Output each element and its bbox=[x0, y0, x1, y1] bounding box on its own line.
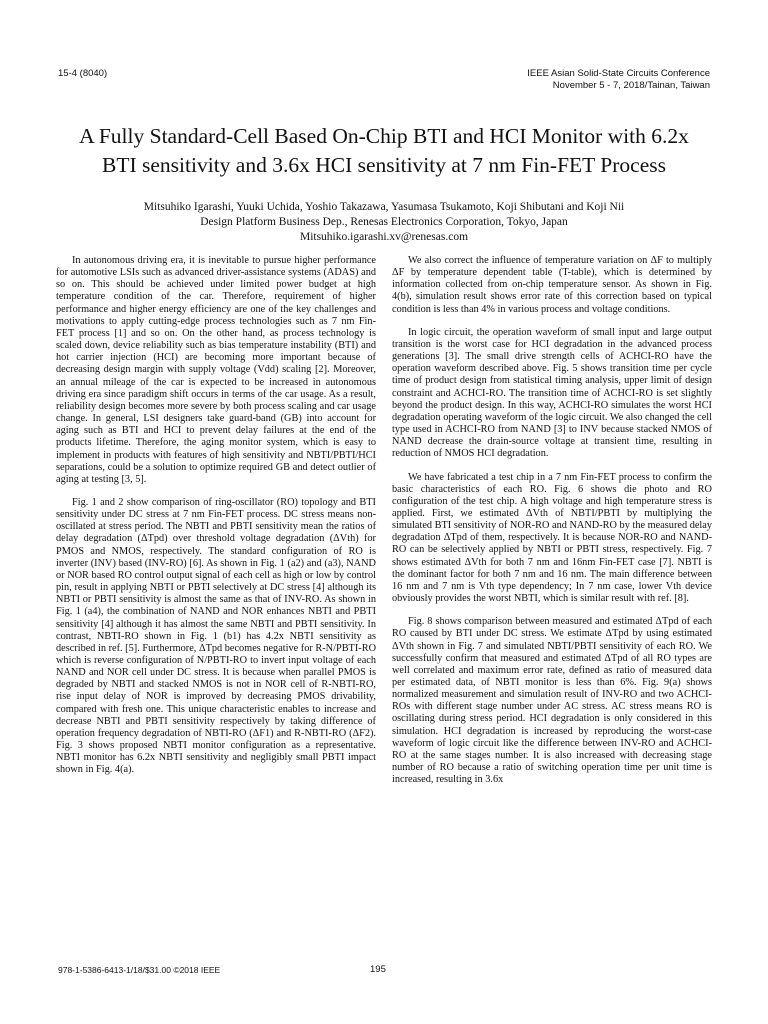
body-column-left bbox=[56, 255, 376, 788]
header-paper-id: 15-4 (8040) bbox=[58, 68, 108, 79]
author-names: Mitsuhiko Igarashi, Yuuki Uchida, Yoshio Takazawa, Yasumasa Tsukamoto, Koji Shibutani and Koji Nii bbox=[143, 201, 625, 213]
body-paragraph: Fig. 1 and 2 show comparison of ring-oscillator (RO) topology and BTI sensitivity under DC stress at 7 nm Fin-FET process. DC stress means non-oscillated at stress period. The NBTI and PBTI sensitivity mean the ratios of delay degradation (ΔTpd) over threshold voltage degradation (ΔVth) for PMOS and NMOS, respectively. The standard configuration of RO is inverter (INV) based (INV-RO) [6]. As shown in Fig. 1 (a2) and (a3), NAND or NOR based RO control output signal of each cell as high or low by control pin, result in applying NBTI or PBTI selectively at DC stress [4] although its NBTI or PBTI sensitivity is almost the same as that of INV-RO. As shown in Fig. 1 (a4), the combination of NAND and NOR enhances NBTI and PBTI sensitivity [4] although it has almost the same NBTI and PBTI sensitivity. In contrast, NBTI-RO shown in Fig. 1 (b1) has 4.2x NBTI sensitivity as described in ref. [5]. Furthermore, ΔTpd becomes negative for R-N/PBTI-RO which is reverse configuration of N/PBTI-RO to invert input voltage of each NAND and NOR cell under DC stress. It is because when parallel PMOS is degraded by NBTI and stacked NMOS is not in NOR cell of R-NBTI-RO, rise input delay of NOR is improved by decreasing PMOS drivability, compared with fresh one. This unique characteristic enables to increase and decrease NBTI and PBTI sensitivity respectively by taking difference of operation frequency degradation of NBTI-RO (ΔF1) and R-NBTI-RO (ΔF2). Fig. 3 shows proposed NBTI monitor configuration as a representative. NBTI monitor has 6.2x NBTI sensitivity and negligibly small PBTI impact shown in Fig. 4(a). bbox=[56, 496, 377, 776]
header-conference-date: November 5 - 7, 2018/Tainan, Taiwan bbox=[552, 80, 710, 91]
body-paragraph: In logic circuit, the operation waveform of small input and large output transition is the worst case for HCI degradation in the advanced process generations [3]. The small drive strength cells of ACHCI-RO have the operation waveform described above. Fig. 5 shows transition time per cycle time of product design from statistical timing analysis, upper limit of design constraint and ACHCI-RO. The transition time of ACHCI-RO is set slightly beyond the product design. In this way, ACHCI-RO simulates the worst HCI degradation operating waveform of the logic circuit. We also changed the cell type used in ACHCI-RO from NAND [3] to INV because stacked NMOS of NAND decrease the drain-source voltage at transient time, resulting in reduction of NMOS HCI degradation. bbox=[392, 326, 712, 460]
body-paragraph: In autonomous driving era, it is inevitable to pursue higher performance for automotive LSIs such as advanced driver-assistance systems (ADAS) and so on. This should be achieved under limited power budget at high temperature condition of the car. Therefore, requirement of higher performance and higher energy efficiency are one of the key challenges and motivations to apply cutting-edge process technologies such as 7 nm Fin-FET process [1] and so on. On the other hand, as process technology is scaled down, device reliability such as bias temperature instability (BTI) and hot carrier injection (HCI) are becoming more important because of decreasing design margin with supply voltage (Vdd) scaling [2]. Moreover, an annual mileage of the car is expected to be increased in autonomous driving era since paradigm shift occurs in terms of the car usage. As a result, reliability design becomes more severe by both process scaling and car usage change. In general, LSI designers take guard-band (GB) into account for aging such as BTI and HCI to prevent delay failures at the end of the products lifetime. Therefore, the aging monitor system, which is easy to implement in products with features of high sensitivity and NBTI/PBTI/HCI separations, could be a solution to optimize required GB and detect outlier of aging at testing [3, 5]. bbox=[56, 255, 376, 485]
author-email: Mitsuhiko.igarashi.xv@renesas.com bbox=[299, 231, 469, 243]
body-paragraph: We have fabricated a test chip in a 7 nm Fin-FET process to confirm the basic characteristics of each RO. Fig. 6 shows die photo and RO configuration of the test chip. A high voltage and high temperature stress is applied. First, we estimated ΔVth of NBTI/PBTI by multiplying the simulated BTI sensitivity of NOR-RO and NAND-RO by the measured delay degradation ΔTpd of them, respectively. It is because NOR-RO and NAND-RO can be selectively applied by NBTI or PBTI stress, respectively. Fig. 7 shows estimated ΔVth for both 7 nm and 16nm Fin-FET case [7]. NBTI is the dominant factor for both 7 nm and 16 nm. The main difference between 16 nm and 7 nm is Vth type dependency; In 7 nm case, lower Vth device obviously provides the worst NBTI, which is similar result with ref. [8]. bbox=[392, 471, 712, 605]
paper-title bbox=[40, 122, 728, 180]
footer-page-number: 195 bbox=[370, 964, 386, 975]
title-line-2: BTI sensitivity and 3.6x HCI sensitivity at 7 nm Fin-FET Process bbox=[102, 153, 666, 177]
header-conference bbox=[527, 68, 710, 92]
author-affiliation: Design Platform Business Dep., Renesas Electronics Corporation, Tokyo, Japan bbox=[200, 216, 568, 228]
footer-copyright: 978-1-5386-6413-1/18/$31.00 ©2018 IEEE bbox=[58, 965, 221, 975]
author-block bbox=[40, 200, 728, 245]
body-paragraph: We also correct the influence of temperature variation on ΔF to multiply ΔF by temperature dependent table (T-table), which is determined by information collected from on-chip temperature sensor. As shown in Fig. 4(b), simulation result shows error rate of this correction based on typical condition is less than 4% in various process and voltage conditions. bbox=[392, 255, 712, 315]
body-column-right bbox=[392, 255, 712, 797]
body-paragraph: Fig. 8 shows comparison between measured and estimated ΔTpd of each RO caused by BTI under DC stress. We estimate ΔTpd by using estimated ΔVth shown in Fig. 7 and simulated NBTI/PBTI sensitivity of each RO. We successfully confirm that measured and estimated ΔTpd of all RO types are well correlated and maximum error rate, defined as ratio of measured data per estimated data, of NBTI monitor is less than 6%. Fig. 9(a) shows normalized measurement and simulation result of INV-RO and two ACHCI-ROs with different stage number under AC stress. AC stress means RO is oscillating during stress period. HCI degradation is only considered in this simulation. HCI degradation is increased by reproducing the worst-case waveform of logic circuit like the difference between INV-RO and ACHCI-RO at the same stages number. It is also increased with decreasing stage number of RO because a ratio of switching operation time per unit time is increased, resulting in 3.6x bbox=[392, 616, 712, 786]
title-line-1: A Fully Standard-Cell Based On-Chip BTI and HCI Monitor with 6.2x bbox=[79, 124, 689, 148]
header-conference-name: IEEE Asian Solid-State Circuits Conference bbox=[527, 68, 710, 79]
